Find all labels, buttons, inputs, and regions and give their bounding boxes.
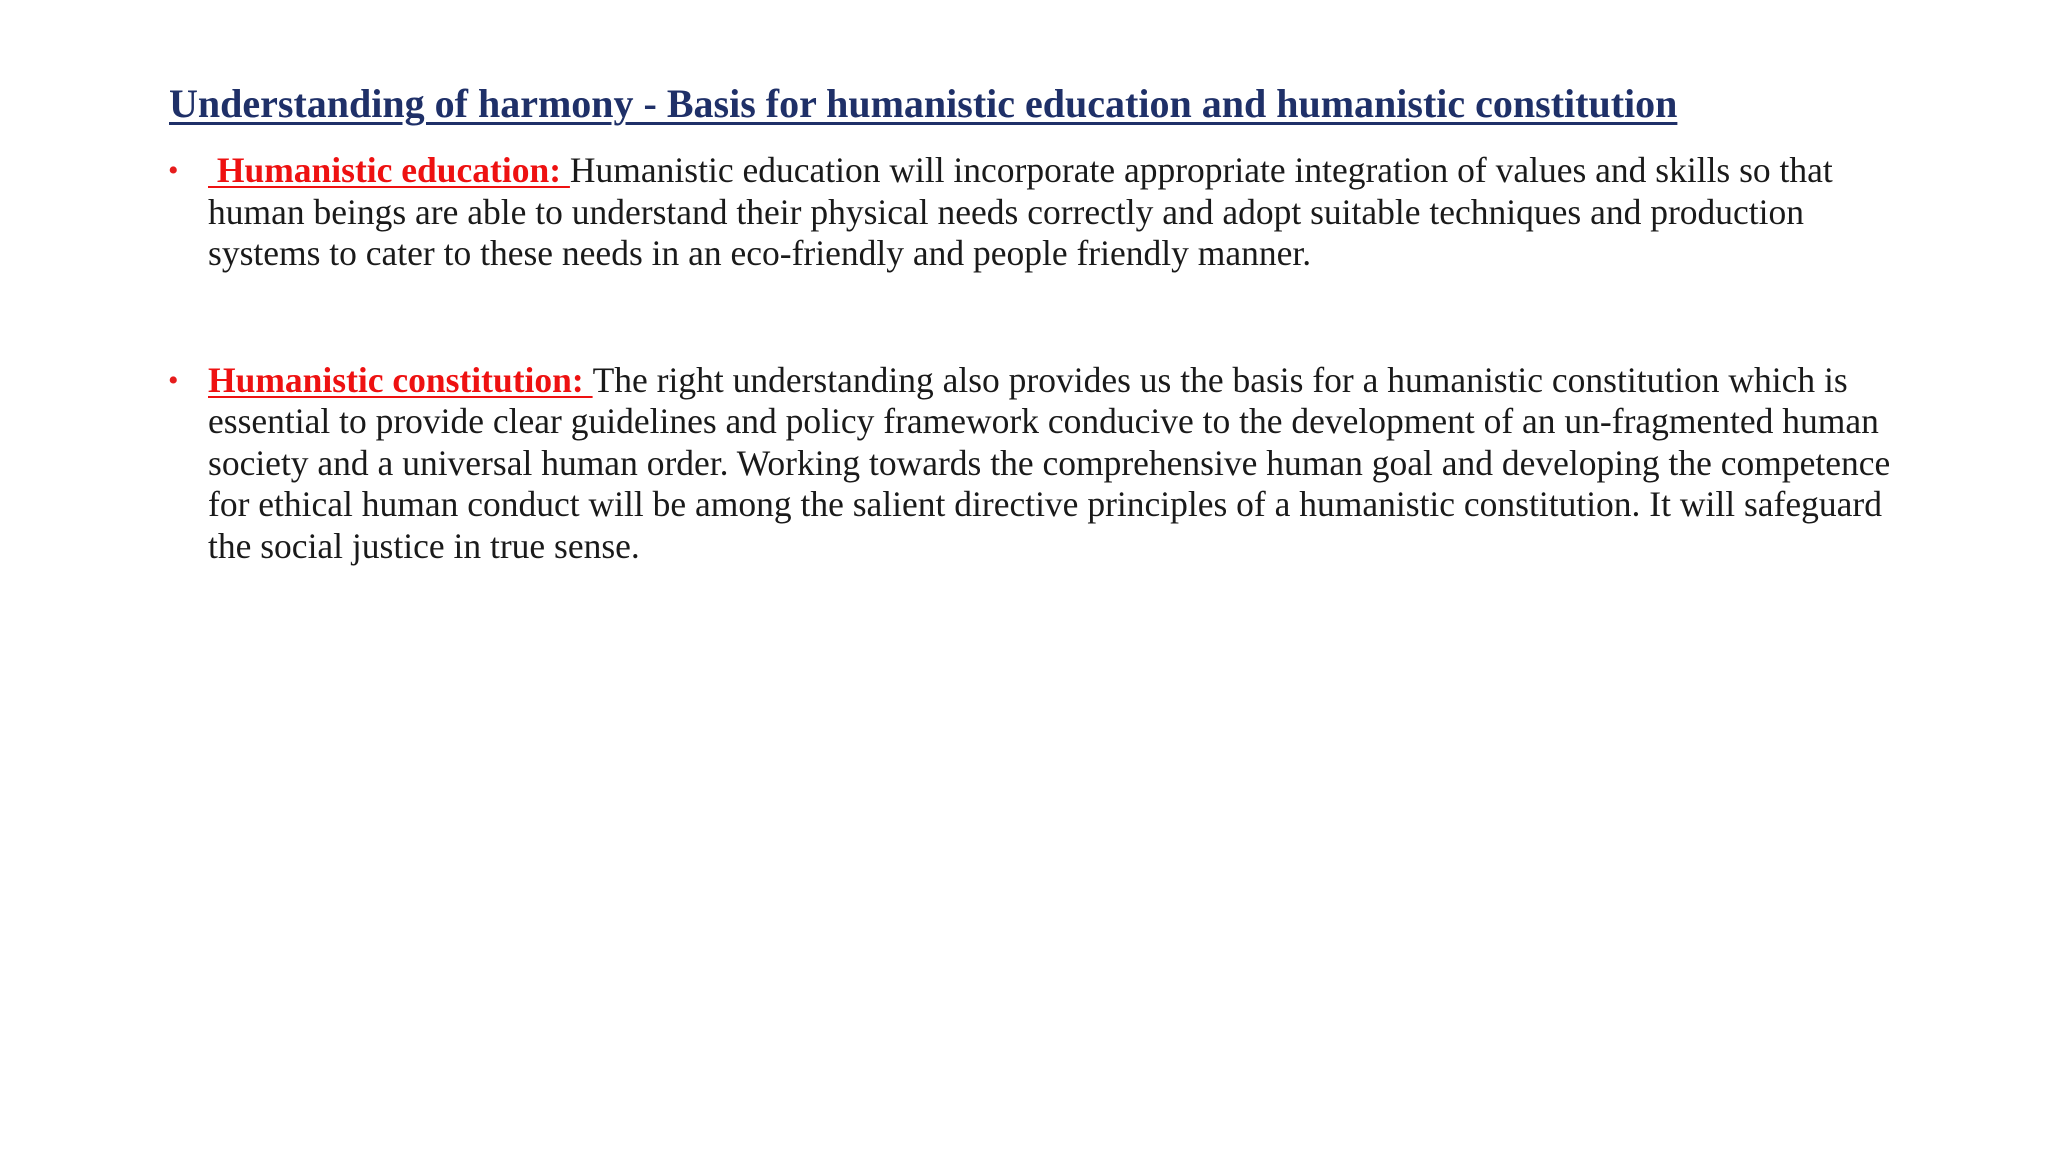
slide-title: Understanding of harmony - Basis for humanistic education and humanistic constitution [169, 81, 1678, 126]
bullet-term: Humanistic education: [208, 150, 570, 190]
bullet-list [168, 150, 1908, 567]
bullet-term: Humanistic constitution: [208, 359, 593, 400]
bullet-humanistic-constitution [168, 360, 1908, 568]
bullet-humanistic-education [168, 150, 1908, 275]
bullet-dot-icon: • [168, 154, 179, 187]
bullet-text: Humanistic education will incorporate appropriate integration of values and skills so that human beings are able to understand their physical needs correctly and adopt suitable techniques and production systems to cater to these needs in an eco-friendly and people friendly manner. [208, 150, 1833, 273]
bullet-dot-icon: • [168, 363, 179, 397]
bullet-text: The right understanding also provides us the basis for a humanistic constitution which is essential to provide clear guidelines and policy framework conducive to the development of an un-fragmented human society and a universal human order. Working towards the comprehensive human goal and developing the competence for ethical human conduct will be among the salient directive principles of a humanistic constitution. It will safeguard the social justice in true sense. [208, 359, 1891, 566]
